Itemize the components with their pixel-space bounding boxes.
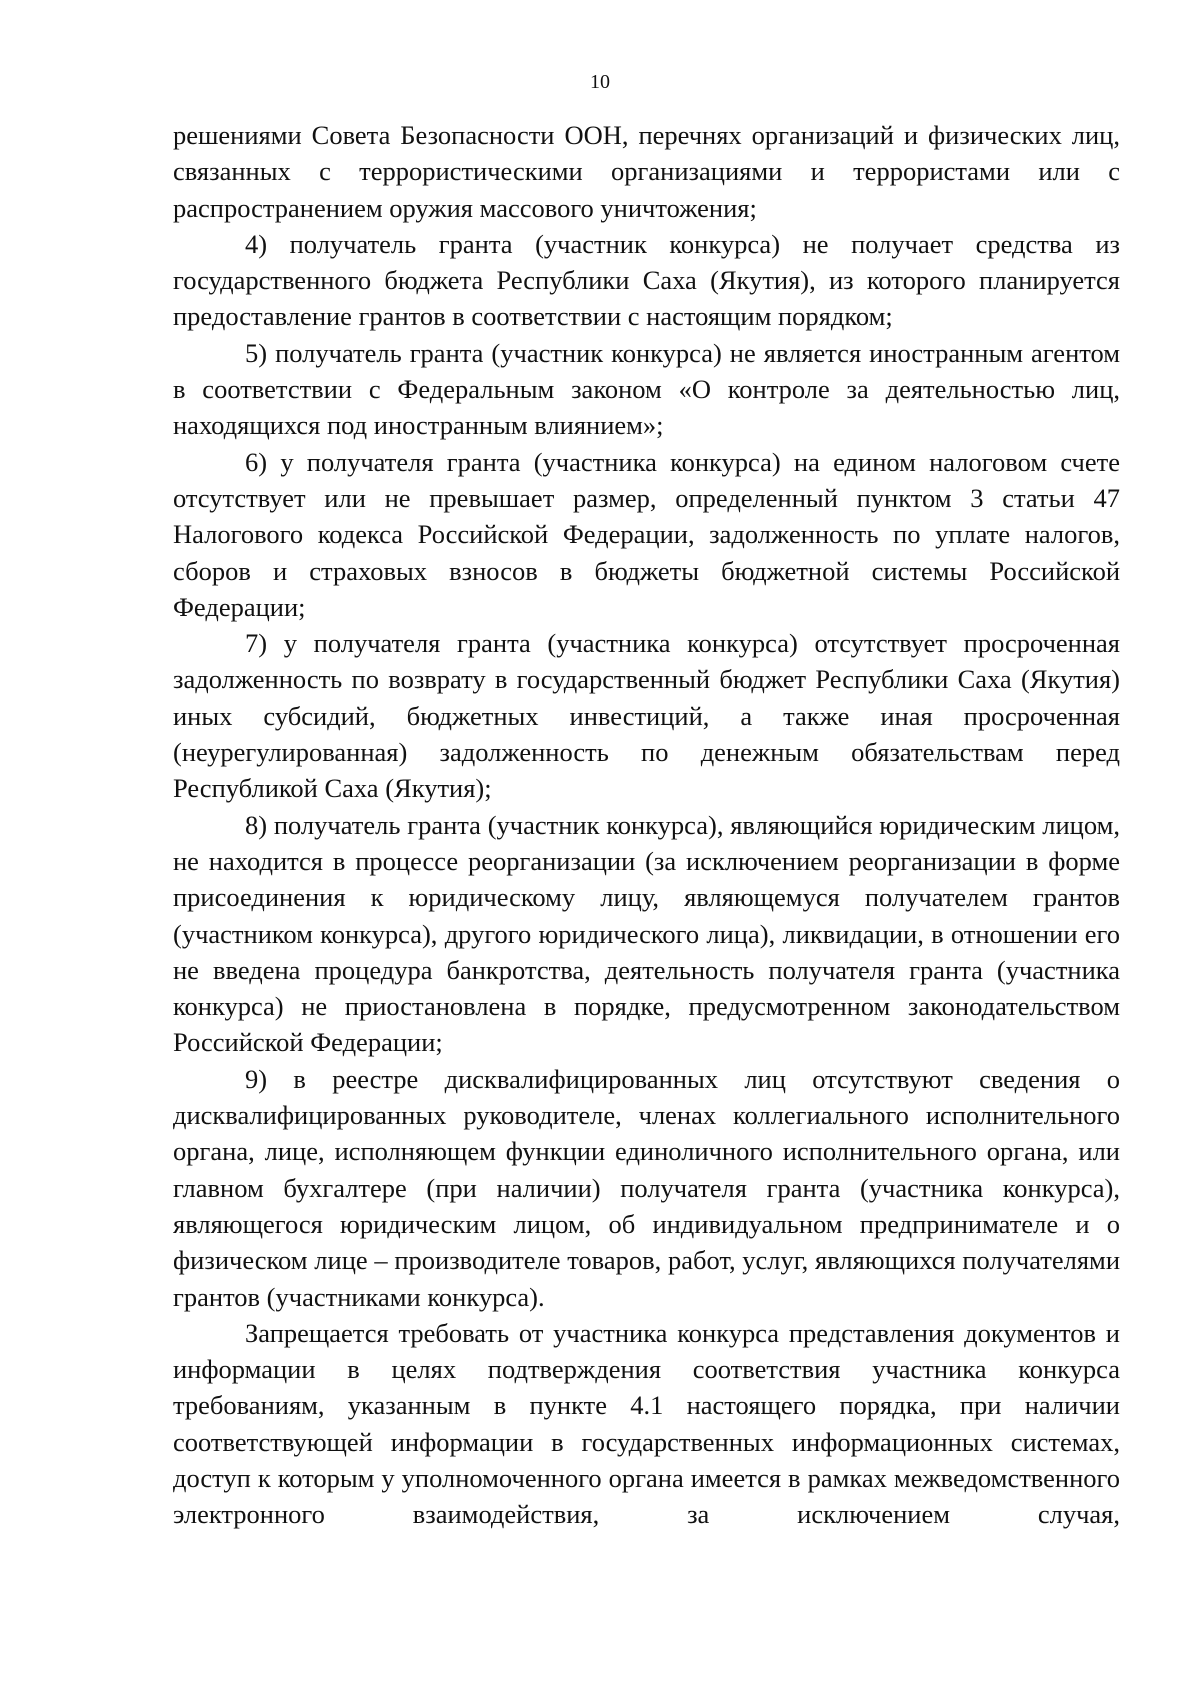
paragraph-item-5: 5) получатель гранта (участник конкурса) не является иностранным агентом в соответствии с Федеральным законом «О контроле за деятельностью лиц, находящихся под иностранным влиянием»; xyxy=(173,337,1120,441)
paragraph-item-4: 4) получатель гранта (участник конкурса) не получает средства из государственного бюджета Республики Саха (Якутия), из которого планируется предоставление грантов в соответствии с настоящим порядком; xyxy=(173,228,1120,332)
paragraph-item-7: 7) у получателя гранта (участника конкурса) отсутствует просроченная задолженность по возврату в государственный бюджет Республики Саха (Якутия) иных субсидий, бюджетных инвестиций, а также иная просроченная (неурегулированная) задолженность по денежным обязательствам перед Республикой Саха (Якутия); xyxy=(173,628,1120,804)
paragraph-prohibition: Запрещается требовать от участника конкурса представления документов и информации в целях подтверждения соответствия участника конкурса требованиям, указанным в пункте 4.1 настоящего порядка, при наличии соответствующей информации в государственных информационных системах, доступ к которым у уполномоченного органа имеется в рамках межведомственного электронного взаимодействия, за исключением случая, xyxy=(173,1317,1120,1530)
paragraph-item-8: 8) получатель гранта (участник конкурса), являющийся юридическим лицом, не находится в процессе реорганизации (за исключением реорганизации в форме присоединения к юридическому лицу, являющемуся получателем грантов (участником конкурса), другого юридического лица), ликвидации, в отношении его не введена процедура банкротства, деятельность получателя гранта (участника конкурса) не приостановлена в порядке, предусмотренном законодательством Российской Федерации; xyxy=(173,809,1120,1058)
page-number: 10 xyxy=(590,71,610,93)
document-body xyxy=(173,117,1120,1533)
paragraph-item-6: 6) у получателя гранта (участника конкурса) на едином налоговом счете отсутствует или не превышает размер, определенный пунктом 3 статьи 47 Налогового кодекса Российской Федерации, задолженность по уплате налогов, сборов и страховых взносов в бюджеты бюджетной системы Российской Федерации; xyxy=(173,446,1120,622)
paragraph-item-9: 9) в реестре дисквалифицированных лиц отсутствуют сведения о дисквалифицированных руководителе, членах коллегиального исполнительного органа, лице, исполняющем функции единоличного исполнительного органа, или главном бухгалтере (при наличии) получателя гранта (участника конкурса), являющегося юридическим лицом, об индивидуальном предпринимателе и о физическом лице – производителе товаров, работ, услуг, являющихся получателями грантов (участниками конкурса). xyxy=(173,1063,1120,1312)
paragraph-continuation: решениями Совета Безопасности ООН, перечнях организаций и физических лиц, связанных с террористическими организациями и террористами или с распространением оружия массового уничтожения; xyxy=(173,120,1120,223)
